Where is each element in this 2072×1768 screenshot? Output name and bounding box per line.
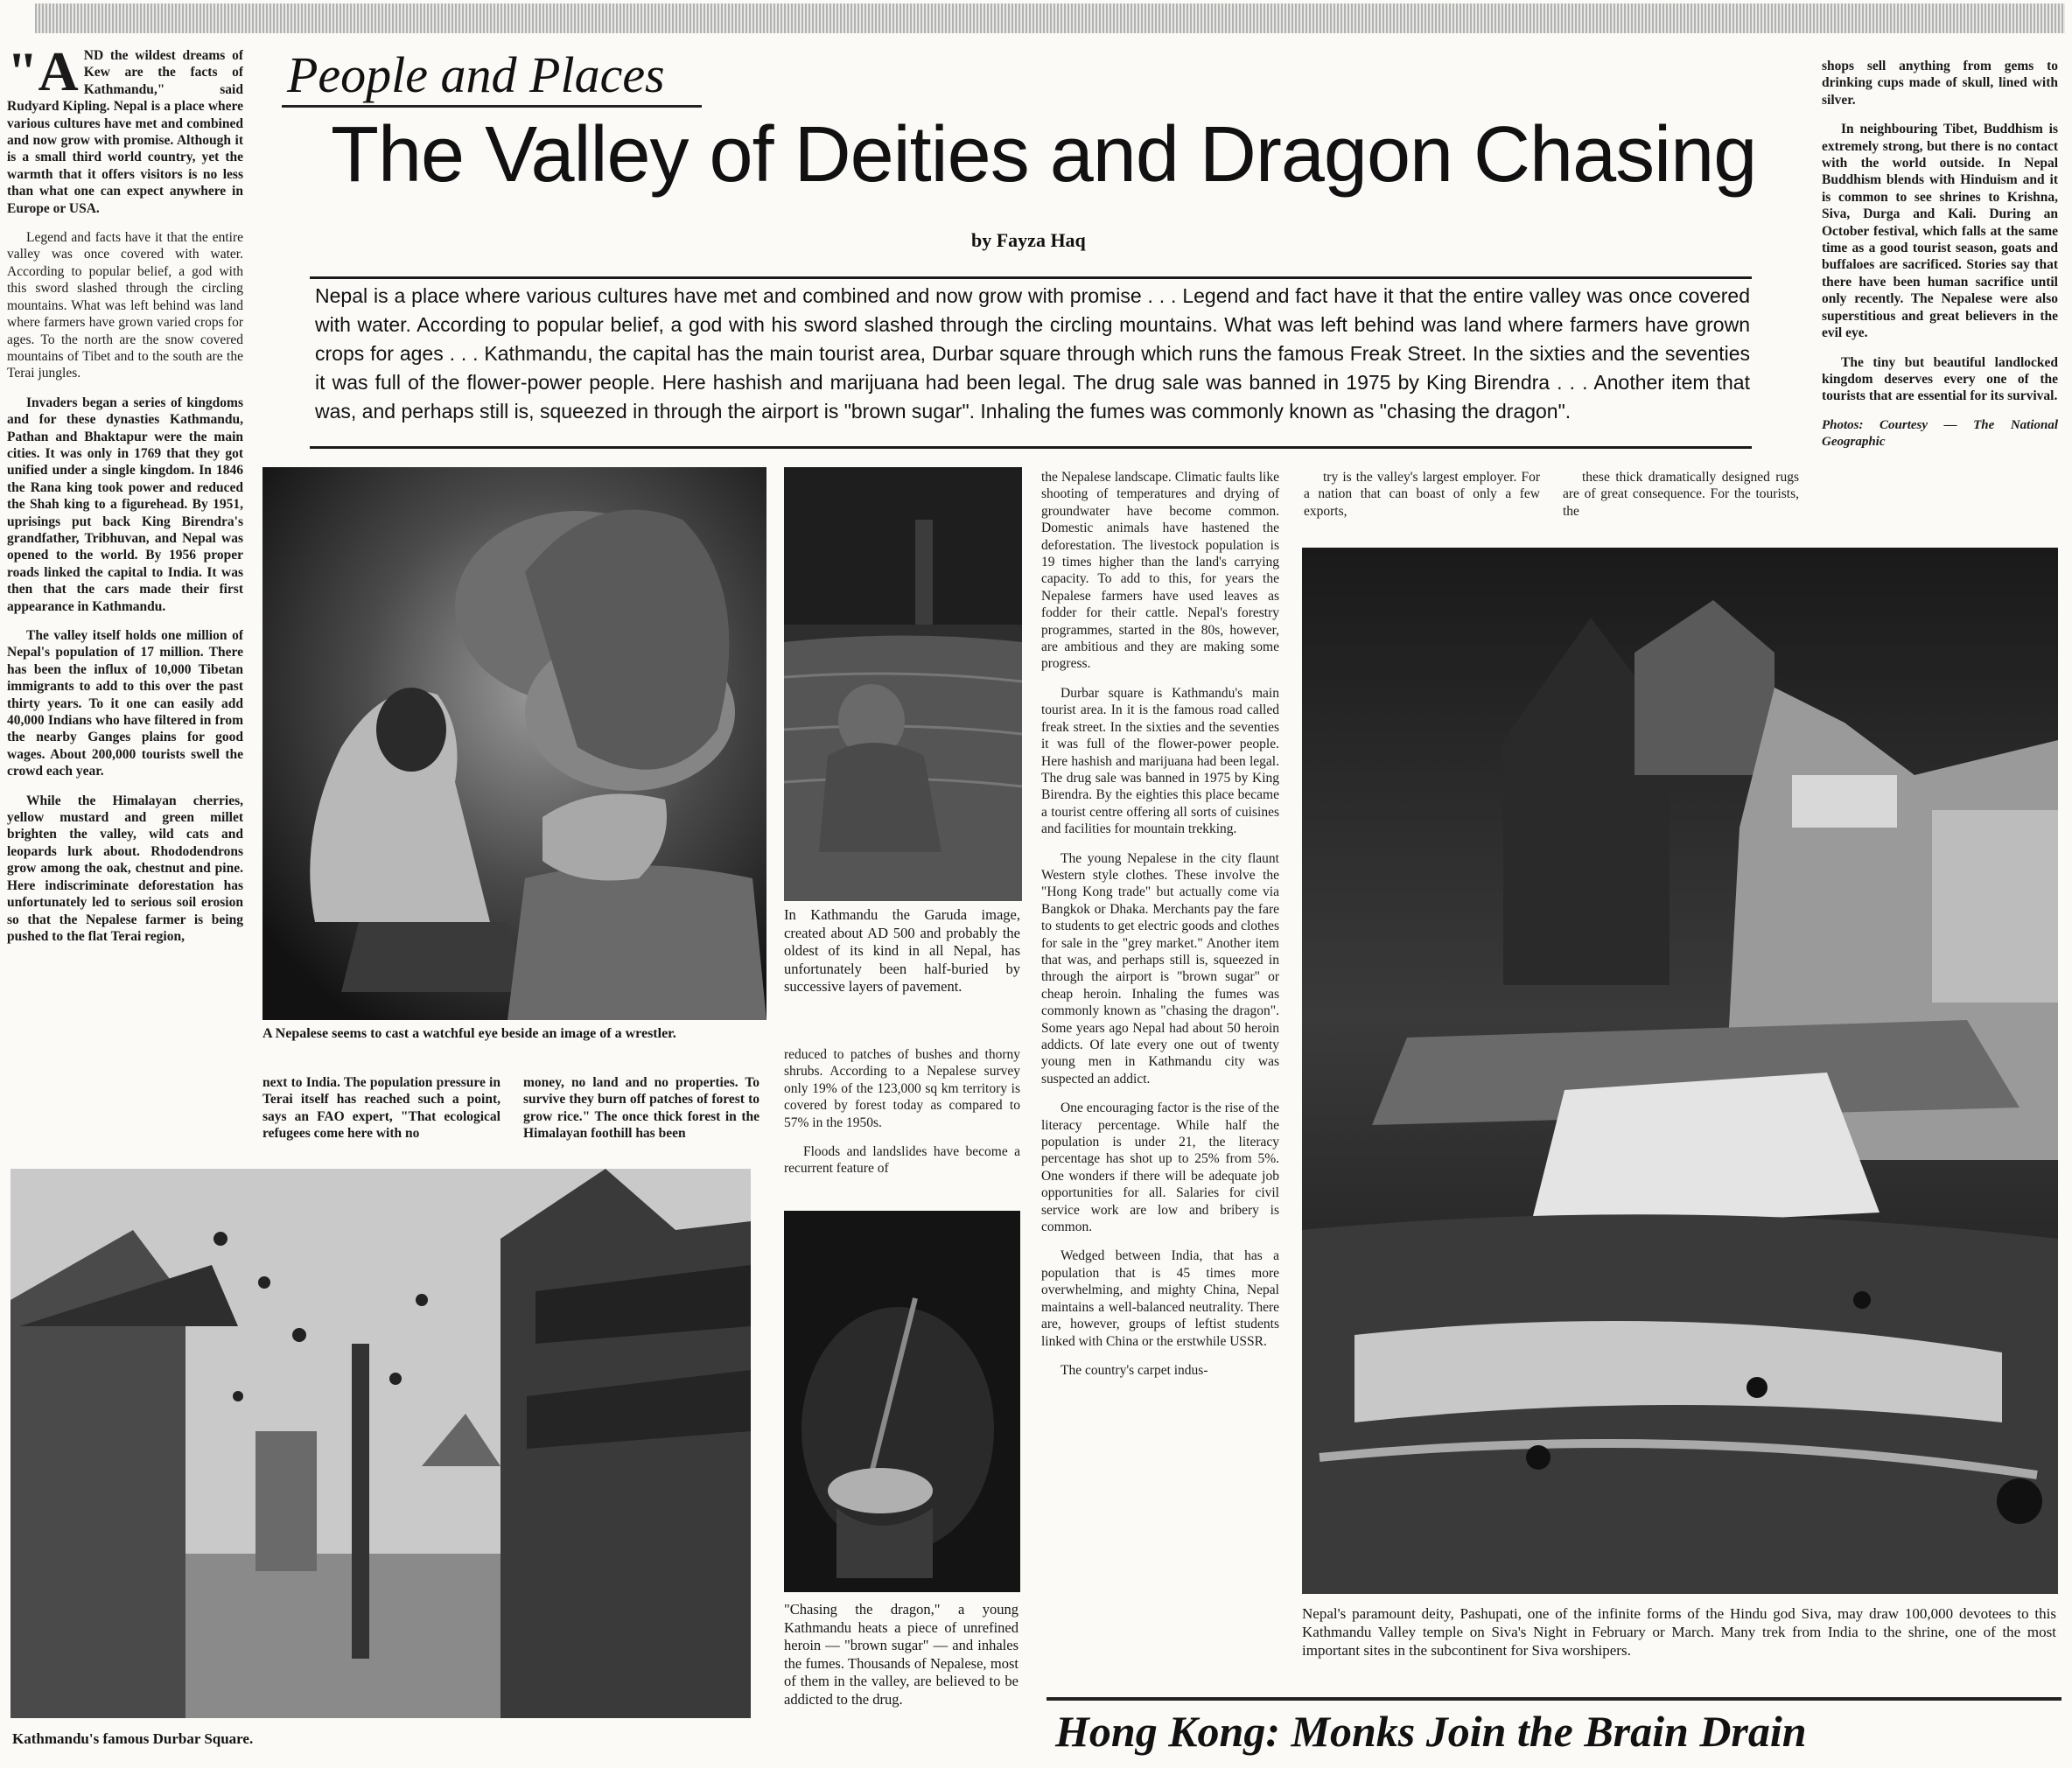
caption-pashupati: Nepal's paramount deity, Pashupati, one of the infinite forms of the Hindu god Siva, may draw 100,000 devotees to this Kathmandu Valley temple on Siva's Night in February or March. Many trek from India to the shrine, one of the most important sites in the subcontinent for Siva worshipers. xyxy=(1302,1605,2056,1659)
col1-paragraph-5: While the Himalayan cherries, yellow mustard and green millet brighten the valley, wild cats and leopards lurk about. Rhododendrons grow among the oak, chestnut and pine. Here indiscriminate deforestation has unfortunately led to serious soil erosion so that the Nepalese farmer is being pushed to the flat Terai region, xyxy=(7,793,243,944)
col4-paragraph-1: the Nepalese landscape. Climatic faults like shooting of temperatures and drying of groundwater have become common. Domestic animals have hastened the deforestation. The livestock population is 19 times higher than the land's carrying capacity. To add to this, for years the Nepalese farmers have used leaves as fodder for their cattle. Nepal's forestry programmes, started in the 80s, however, are ambitious and they are making some progress. xyxy=(1041,470,1279,672)
drop-cap: "A xyxy=(7,47,79,102)
column-4 xyxy=(1041,469,1279,1673)
headline: The Valley of Deities and Dragon Chasing xyxy=(331,111,1757,199)
caption-garuda: In Kathmandu the Garuda image, created about AD 500 and probably the oldest of its kind in all Nepal, has unfortunately been half-buried by successive layers of pavement. xyxy=(784,906,1020,995)
caption-wrestler: A Nepalese seems to cast a watchful eye beside an image of a wrestler. xyxy=(262,1026,676,1041)
photo-pashupati xyxy=(1302,548,2058,1594)
column-mid-2 xyxy=(523,1074,760,1155)
column-5 xyxy=(1304,469,1540,530)
garuda-cont-text-2: Floods and landslides have become a recurrent feature of xyxy=(784,1144,1020,1177)
caption-durbar: Kathmandu's famous Durbar Square. xyxy=(12,1730,254,1747)
col4-paragraph-2: Durbar square is Kathmandu's main tourist area. In it is the famous road called freak street. In the sixties and the seventies it was full of the flower-power people. Here hashish and marijuana had been legal. The drug sale was banned in 1975 by King Birendra. By the eighties this place became a tourist centre offering all sorts of cuisines and facilities for mountain trekking. xyxy=(1041,685,1279,837)
byline: by Fayza Haq xyxy=(971,229,1086,251)
next-story-rule xyxy=(1046,1697,2062,1701)
right-paragraph-3: The tiny but beautiful landlocked kingdom deserves every one of the tourists that are essential for its survival. xyxy=(1822,354,2058,404)
column-garuda-cont xyxy=(784,1046,1020,1204)
photo-garuda xyxy=(784,467,1022,901)
column-6 xyxy=(1563,469,1799,530)
col4-paragraph-5: Wedged between India, that has a population that is 45 times more overwhelming, and mighty China, Nepal maintains a well-balanced neutrality. There are, however, groups of leftist students linked with China or the erstwhile USSR. xyxy=(1041,1248,1279,1349)
col4-paragraph-4: One encouraging factor is the rise of the literacy percentage. While half the population is under 21, the literacy percentage has shot up to 25% from 5%. One wonders if there will be adequate job opportunities for all. Salaries for civil service work are low and bribery is common. xyxy=(1041,1101,1279,1235)
deck-rule-bottom xyxy=(310,446,1752,449)
right-paragraph-2: In neighbouring Tibet, Buddhism is extremely strong, but there is no contact with the world outside. In Nepal Buddhism blends with Hinduism and it is common to see shrines to Krishna, Siva, Durga and Kali. During an October festival, which falls at the same time as a good tourist season, goats and buffaloes are sacrificed. Stories say that there have been human sacrifice until only recently. The Nepalese were also superstitious and great believers in the evil eye. xyxy=(1822,122,2058,341)
photo-durbar-square xyxy=(10,1169,751,1718)
col1-paragraph-4: The valley itself holds one million of Nepal's population of 17 million. There has been the influx of 10,000 Tibetan immigrants to add to this over the past thirty years. To it one can easily add 40,000 Indians who have filtered in from the nearby Ganges plains for good wages. About 200,000 tourists swell the crowd each year. xyxy=(7,628,243,779)
col1-paragraph-3: Invaders began a series of kingdoms and for these dynasties Kathmandu, Pathan and Bhaktapur were the main cities. It was only in 1769 that they got unified under a single kingdom. In 1846 the Rana king took power and reduced the Shah king to a figurehead. By 1951, uprisings put back King Birendra's grandfather, Tribhuvan, and Nepal was opened to the world. By 1956 proper roads linked the capital to India. It was then that the cars made their first appearance in Kathmandu. xyxy=(7,395,243,614)
col1-paragraph-2: Legend and facts have it that the entire valley was once covered with water. According to popular belief, a god with this sword slashed through the circling mountains. What was left behind was land where farmers have grown varied crops for ages. To the north are the snow covered mountains of Tibet and to the south are the Terai jungles. xyxy=(7,230,243,381)
top-rule-band xyxy=(35,3,2065,33)
mid2-text: money, no land and no properties. To survive they burn off patches of forest to grow rice." The once thick forest in the Himalayan foothill has been xyxy=(523,1075,760,1142)
section-kicker: People and Places xyxy=(287,46,665,103)
caption-dragon: "Chasing the dragon," a young Kathmandu heats a piece of unrefined heroin — "brown sugar" — and inhales the fumes. Thousands of Nepalese, most of them in the valley, are believed to be addicted to the drug. xyxy=(784,1601,1018,1708)
col6-text: these thick dramatically designed rugs are of great consequence. For the tourists, the xyxy=(1563,470,1799,519)
deck-summary: Nepal is a place where various cultures have met and combined and now grow with promise . . . Legend and fact have it that the entire valley was once covered with water. According to popular belief, a god with his sword slashed through the circling mountains. What was left behind was land where farmers have grown crops for ages . . . Kathmandu, the capital has the main tourist area, Durbar square through which runs the famous Freak Street. In the sixties and the seventies it was full of the flower-power people. Here hashish and marijuana had been legal. The drug sale was banned in 1975 by King Birendra . . . Another item that was, and perhaps still is, squeezed in through the airport is "brown sugar". Inhaling the fumes was commonly known as "chasing the dragon". xyxy=(315,284,1750,423)
right-paragraph-1: shops sell anything from gems to drinking cups made of skull, lined with silver. xyxy=(1822,59,2058,108)
next-story-headline: Hong Kong: Monks Join the Brain Drain xyxy=(1055,1707,1807,1756)
col1-paragraph-1: ND the wildest dreams of Kew are the facts of Kathmandu," said Rudyard Kipling. Nepal is a place where various cultures have met and combined and now grow with promise. Although it is a small third world country, yet the warmth that it offers visitors is no less than what one can expect anywhere in Europe or USA. xyxy=(7,48,243,216)
column-left xyxy=(7,47,243,1080)
column-mid-1 xyxy=(262,1074,500,1155)
garuda-cont-text: reduced to patches of bushes and thorny shrubs. According to a Nepalese survey only 19% of the 123,000 sq km territory is covered by forest today as compared to 57% in the 1950s. xyxy=(784,1047,1020,1130)
col4-paragraph-6: The country's carpet indus- xyxy=(1060,1362,1208,1378)
photo-credit: Photos: Courtesy — The National Geographic xyxy=(1822,417,2058,450)
col4-paragraph-3: The young Nepalese in the city flaunt Western style clothes. These involve the "Hong Kong trade" but actually come via Bangkok or Dhaka. Merchants pay the fare to students to get electric goods and clothes for sale in the "grey market." Another item that was, and perhaps still is, squeezed in through the airport is "brown sugar" or cheap heroin. Inhaling the fumes was commonly known as "chasing the dragon". Some years ago Nepal had about 50 heroin addicts. Of late every one out of twenty young men in Kathmandu city was suspected an addict. xyxy=(1041,850,1279,1087)
deck-rule-top xyxy=(310,276,1752,279)
column-right xyxy=(1822,58,2058,530)
mid1-text: next to India. The population pressure in Terai itself has reached such a point, says an FAO expert, "That ecological refugees come here with no xyxy=(262,1075,500,1142)
col5-text: try is the valley's largest employer. For a nation that can boast of only a few exports, xyxy=(1304,470,1540,519)
photo-wrestler xyxy=(262,467,766,1020)
photo-dragon xyxy=(784,1211,1020,1592)
